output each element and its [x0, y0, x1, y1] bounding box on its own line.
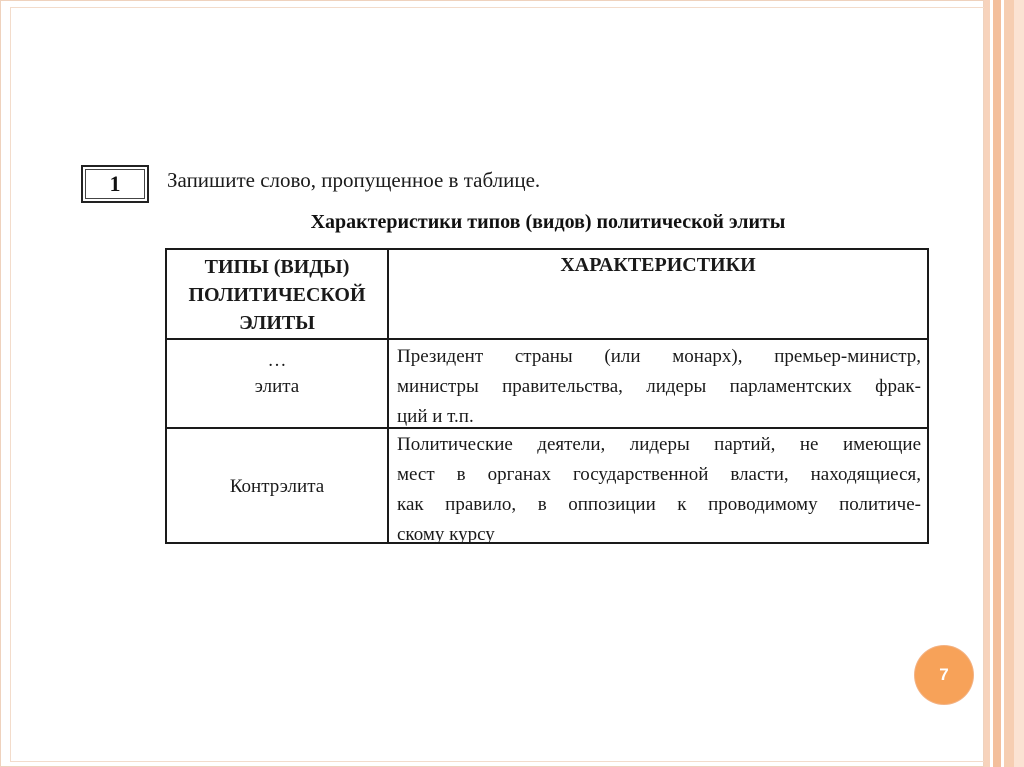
row-2-characteristics-cell: [397, 430, 921, 550]
row-2-type-cell: [167, 429, 387, 544]
table-caption: Характеристики типов (видов) политической элиты: [310, 211, 786, 233]
missing-word-ellipsis: …: [267, 350, 287, 371]
decorative-stripe: [1014, 0, 1024, 767]
decorative-stripe: [1004, 0, 1014, 767]
table-column-divider: [387, 250, 389, 542]
task-number: 1: [109, 171, 121, 196]
header-cell-characteristics: ХАРАКТЕРИСТИКИ: [560, 254, 756, 276]
row-1-type-label: элита: [254, 376, 300, 397]
row-1-text-line: Президент страны (или монарх), премьер-министр,: [397, 346, 921, 367]
row-2-text-line: как правило, в оппозиции к проводимому политиче-: [397, 494, 921, 515]
row-2-text-line: мест в органах государственной власти, находящиеся,: [397, 464, 921, 485]
row-1-text-line: министры правительства, лидеры парламентских фрак-: [397, 376, 921, 397]
frame-line-top: [10, 7, 985, 8]
header-cell-types: [167, 250, 387, 338]
elite-types-table: [165, 248, 929, 544]
frame-line-left: [10, 7, 11, 762]
page-number-badge: [915, 646, 973, 704]
row-1-type-cell: [167, 340, 387, 427]
row-1-text-line: ций и т.п.: [397, 406, 474, 427]
page-number: 7: [939, 665, 949, 684]
header-types-line: ПОЛИТИЧЕСКОЙ: [188, 284, 366, 306]
row-2-type-label: Контрэлита: [229, 475, 325, 497]
header-types-line: ТИПЫ (ВИДЫ): [204, 256, 350, 278]
header-types-line: ЭЛИТЫ: [239, 312, 315, 334]
row-2-text-line: Политические деятели, лидеры партий, не имеющие: [397, 434, 921, 455]
row-2-text-line: скому курсу: [397, 524, 495, 545]
decorative-stripe: [993, 0, 1001, 767]
row-1-characteristics-cell: [397, 342, 921, 432]
task-number-box: [81, 165, 149, 203]
task-instruction: Запишите слово, пропущенное в таблице.: [167, 168, 541, 192]
frame-line-bottom: [10, 761, 985, 762]
